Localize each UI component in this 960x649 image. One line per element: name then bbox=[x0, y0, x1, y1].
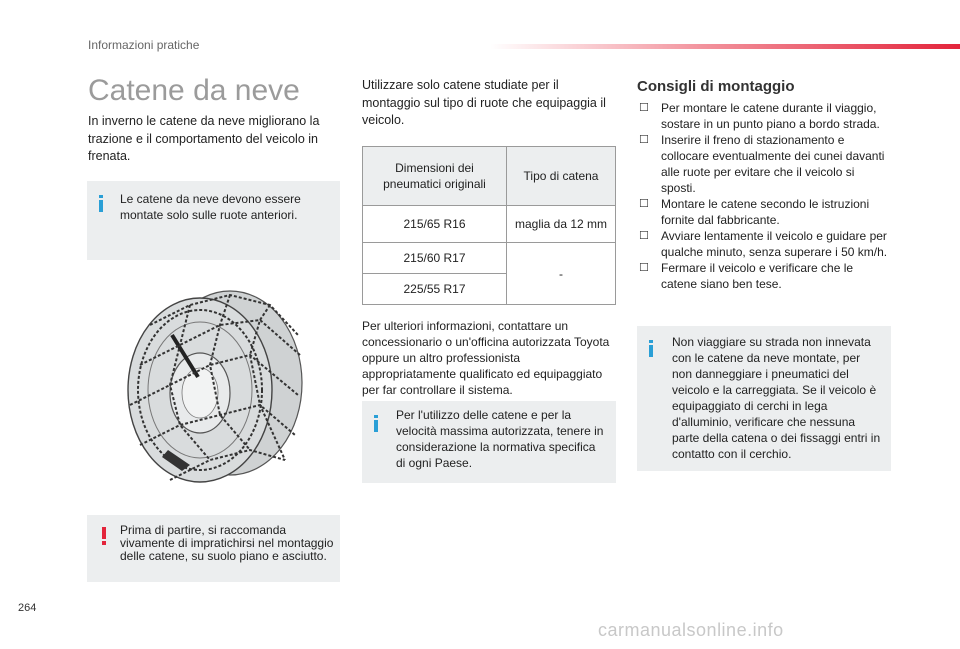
list-item bbox=[637, 100, 892, 132]
tips-list bbox=[637, 100, 892, 292]
info-box-roads bbox=[637, 326, 891, 471]
info-icon bbox=[649, 340, 653, 356]
table-row bbox=[363, 206, 616, 243]
watermark-text: carmanualsonline.info bbox=[598, 620, 784, 640]
list-item-text: Montare le catene secondo le istruzioni fornite dal fabbricante. bbox=[661, 197, 870, 227]
checkbox-bullet-icon: ☐ bbox=[639, 134, 649, 146]
warning-icon bbox=[102, 527, 106, 545]
checkbox-bullet-icon: ☐ bbox=[639, 262, 649, 274]
tips-title: Consigli di montaggio bbox=[637, 78, 795, 95]
info-icon bbox=[99, 195, 103, 211]
list-item bbox=[637, 228, 892, 260]
list-item bbox=[637, 132, 892, 196]
info-icon bbox=[374, 415, 378, 431]
info-roads-text: Non viaggiare su strada non innevata con le catene da neve montate, per non danneggiare i pneumatici del veicolo e la carreggiata. Se il veicolo è equipaggiato di cerchi in lega d'alluminio, verificare che nessuna parte della catena o dei fissaggi entri in contatto con il cerchio. bbox=[672, 335, 881, 461]
table-header-row bbox=[363, 147, 616, 206]
list-item bbox=[637, 196, 892, 228]
checkbox-bullet-icon: ☐ bbox=[639, 230, 649, 242]
section-header: Informazioni pratiche bbox=[88, 38, 200, 52]
list-item-text: Per montare le catene durante il viaggio, sostare in un punto piano a bordo strada. bbox=[661, 101, 880, 131]
table-header-cell: Dimensioni dei pneumatici originali bbox=[363, 147, 507, 206]
warning-practice-text: Prima di partire, si raccomanda vivamente di impratichirsi nel montaggio delle catene, su suolo piano e asciutto. bbox=[120, 523, 334, 563]
info-box-front-wheels bbox=[87, 181, 340, 260]
page-title: Catene da neve bbox=[88, 74, 300, 107]
table-cell: maglia da 12 mm bbox=[507, 206, 616, 243]
list-item-text: Inserire il freno di stazionamento e collocare eventualmente dei cunei davanti alle ruote per evitare che il veicolo si sposti. bbox=[661, 133, 885, 195]
table-cell: 215/65 R16 bbox=[363, 206, 507, 243]
info-front-text: Le catene da neve devono essere montate solo sulle ruote anteriori. bbox=[120, 192, 301, 222]
list-item-text: Fermare il veicolo e verificare che le catene siano ben tese. bbox=[661, 261, 854, 291]
info-speed-text: Per l'utilizzo delle catene e per la velocità massima autorizzata, tenere in considerazione la normativa specifica di ogni Paese. bbox=[396, 408, 604, 470]
header-accent-line bbox=[490, 44, 960, 49]
usage-paragraph: Utilizzare solo catene studiate per il montaggio sul tipo di ruote che equipaggia il veicolo. bbox=[362, 78, 606, 127]
table-cell: - bbox=[507, 243, 616, 305]
table-cell: 225/55 R17 bbox=[363, 274, 507, 305]
info-box-speed bbox=[362, 401, 616, 483]
checkbox-bullet-icon: ☐ bbox=[639, 102, 649, 114]
tire-chain-table bbox=[362, 146, 616, 305]
warning-box-practice bbox=[87, 515, 340, 582]
table-row bbox=[363, 243, 616, 274]
page-number: 264 bbox=[18, 602, 37, 614]
snow-chain-tire-illustration bbox=[120, 285, 310, 490]
more-info-paragraph: Per ulteriori informazioni, contattare un concessionario o un'officina autorizzata Toyota oppure un altro professionista appropriatamente qualificato ed equipaggiato per far controllare il sistema. bbox=[362, 319, 610, 397]
checkbox-bullet-icon: ☐ bbox=[639, 198, 649, 210]
list-item-text: Avviare lentamente il veicolo e guidare per qualche minuto, senza superare i 50 km/h. bbox=[661, 229, 888, 259]
table-header-cell: Tipo di catena bbox=[507, 147, 616, 206]
list-item bbox=[637, 260, 892, 292]
table-cell: 215/60 R17 bbox=[363, 243, 507, 274]
intro-paragraph: In inverno le catene da neve migliorano la trazione e il comportamento del veicolo in frenata. bbox=[88, 114, 320, 163]
